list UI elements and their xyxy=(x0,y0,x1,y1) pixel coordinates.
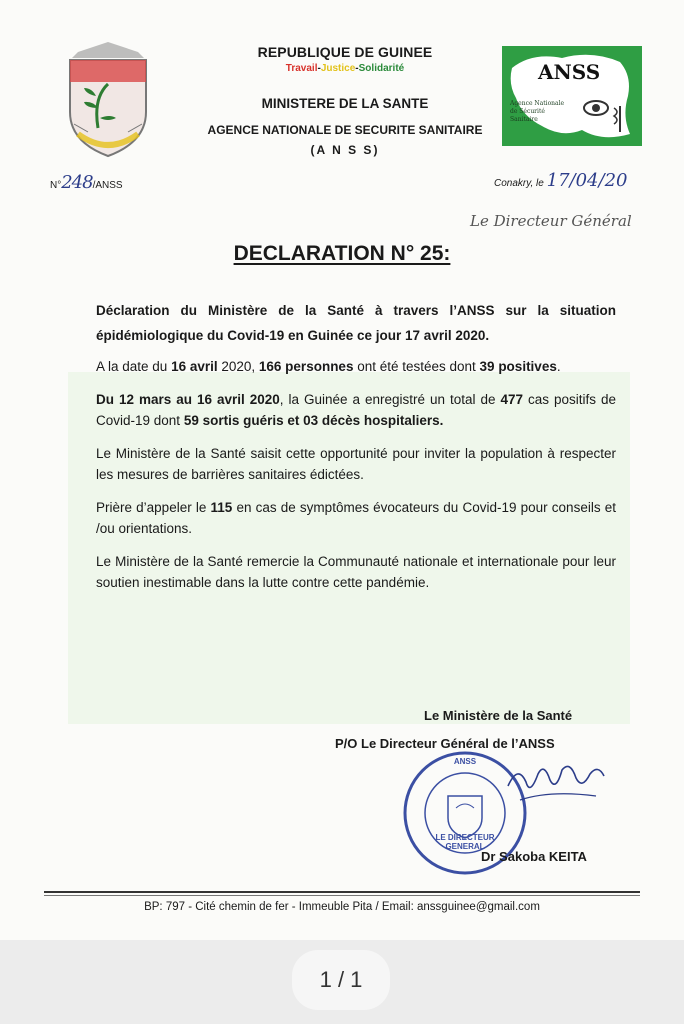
signer-name: Dr Sakoba KEITA xyxy=(481,849,587,864)
page-indicator: 1 / 1 xyxy=(292,950,390,1010)
declaration-body xyxy=(96,298,616,605)
national-motto: Travail-Justice-Solidarité xyxy=(285,63,405,74)
document-date: Conakry, le 17/04/20 xyxy=(494,170,628,191)
reference-number: N°248/ANSS xyxy=(50,172,123,193)
signature-ministry: Le Ministère de la Santé xyxy=(424,708,573,723)
anss-logo xyxy=(502,46,642,146)
handwritten-signature-icon xyxy=(500,756,610,816)
stamp-center-line2: GENERAL xyxy=(445,842,485,851)
logo-text: ANSS xyxy=(538,60,601,84)
footer-address: BP: 797 - Cité chemin de fer - Immeuble Pita / Email: anssguinee@gmail.com xyxy=(144,901,540,913)
paragraph-barriers: Le Ministère de la Santé saisit cette opportunité pour inviter la population à respecter les mesures de barrières sanitaires édictées. xyxy=(96,446,616,482)
agency-name: AGENCE NATIONALE DE SECURITE SANITAIRE xyxy=(207,123,483,137)
lead-paragraph: Déclaration du Ministère de la Santé à travers l’ANSS sur la situation épidémiologique du Covid-19 en Guinée ce jour 17 avril 2020. xyxy=(96,303,616,343)
signature-role: P/O Le Directeur Général de l’ANSS xyxy=(335,736,555,751)
coat-of-arms-icon xyxy=(48,38,168,166)
paragraph-thanks: Le Ministère de la Santé remercie la Communauté nationale et internationale pour leur soutien inestimable dans la lutte contre cette pandémie. xyxy=(96,554,616,590)
declaration-title: DECLARATION N° 25: xyxy=(233,242,451,265)
footer-divider xyxy=(44,891,640,893)
stamp-center-line1: LE DIRECTEUR xyxy=(435,833,495,842)
stamp-top-text: ANSS xyxy=(453,757,477,766)
footer-divider-thin xyxy=(44,895,640,896)
logo-subtitle: Agence Nationale de Sécurité Sanitaire xyxy=(510,100,565,123)
paragraph-hotline: Prière d’appeler le 115 en cas de symptômes évocateurs du Covid-19 pour conseils et /ou orientations. xyxy=(96,500,616,536)
paragraph-tests: A la date du 16 avril 2020, 166 personnes ont été testées dont 39 positives. xyxy=(96,359,561,374)
republic-name: REPUBLIQUE DE GUINEE xyxy=(257,44,433,60)
letterhead xyxy=(170,44,520,157)
director-general-heading: Le Directeur Général xyxy=(470,212,632,230)
ministry-name: MINISTERE DE LA SANTE xyxy=(261,96,429,111)
agency-acronym: (A N S S) xyxy=(310,143,380,157)
paragraph-totals: Du 12 mars au 16 avril 2020, la Guinée a enregistré un total de 477 cas positifs de Covid-19 dont 59 sortis guéris et 03 décès hospitaliers. xyxy=(96,392,616,428)
